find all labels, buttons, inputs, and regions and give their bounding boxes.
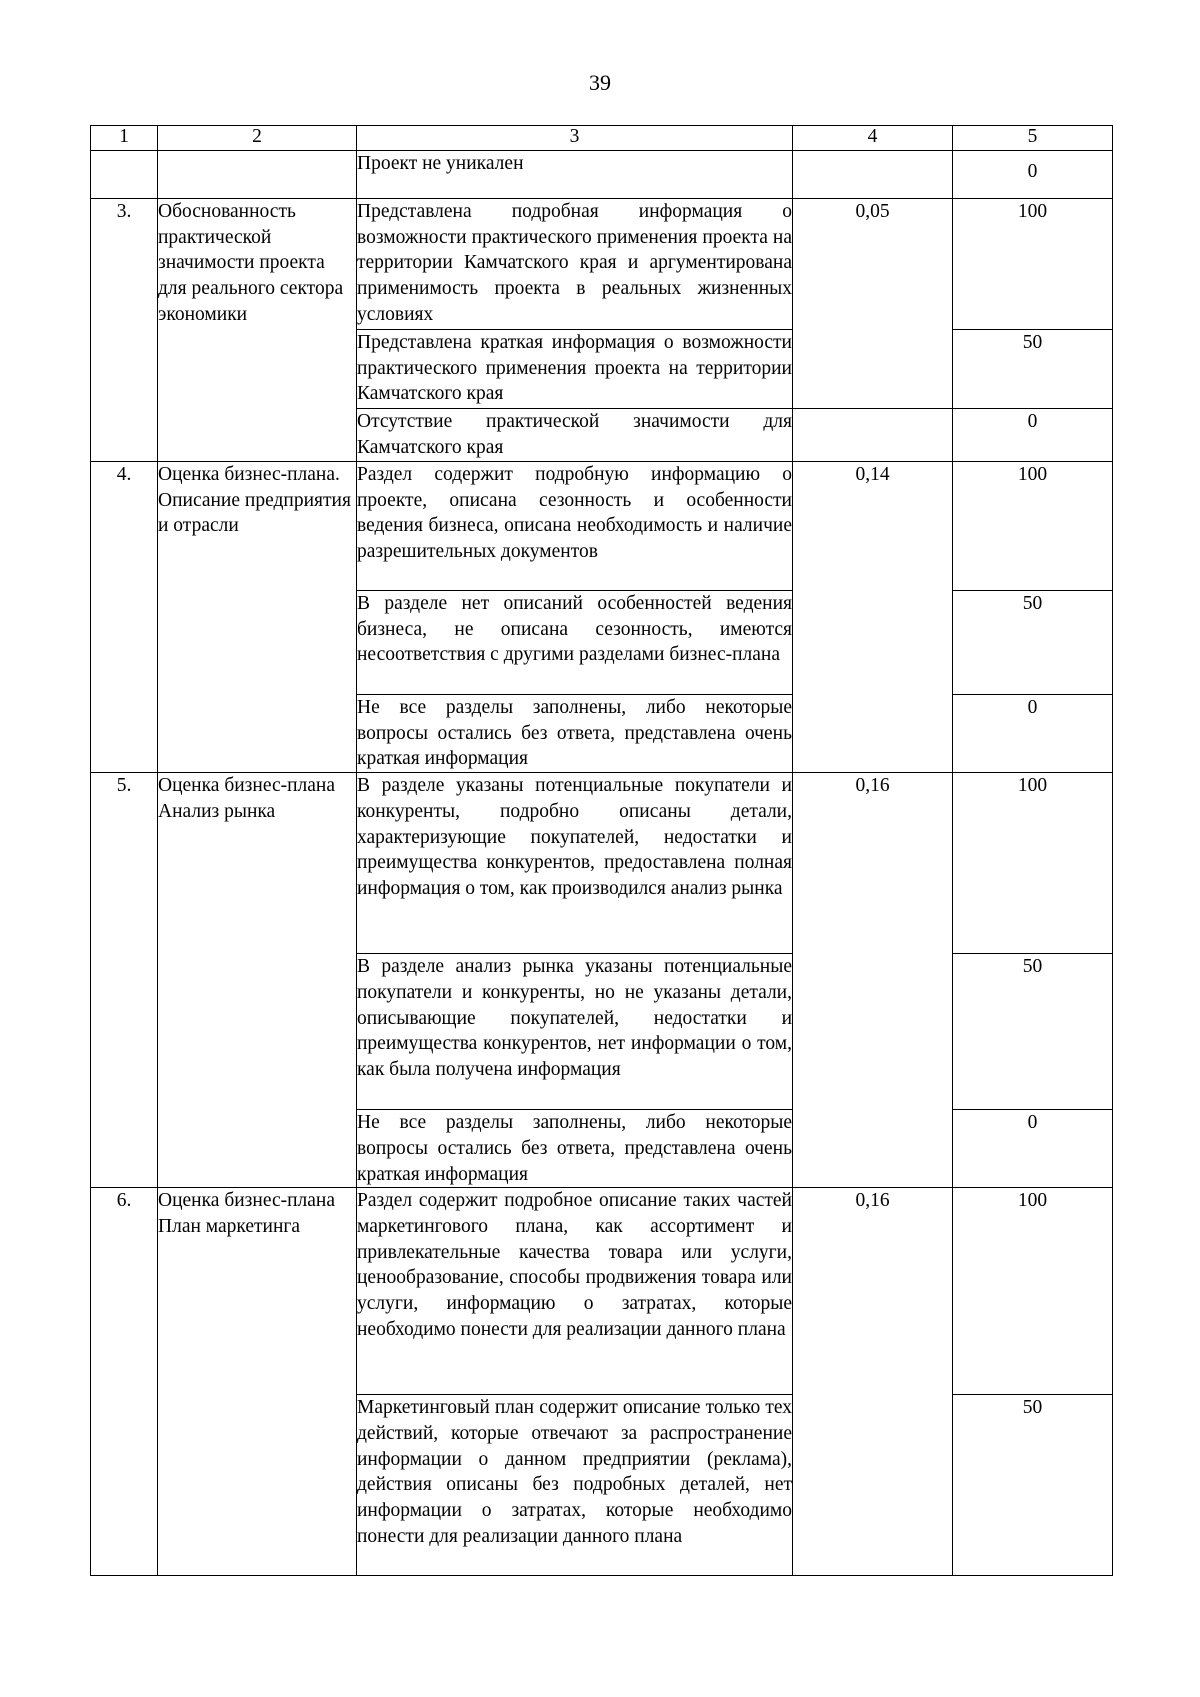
table-row: [91, 462, 1113, 591]
criterion-cell: Оценка бизнес-плана План маркетинга: [158, 1188, 357, 1576]
table-row: [91, 1188, 1113, 1395]
score-cell: 100: [953, 1188, 1113, 1395]
description-cell: Не все разделы заполнены, либо некоторые вопросы остались без ответа, представлена очень краткая информация: [357, 1110, 793, 1188]
column-header: 5: [953, 126, 1113, 151]
section-number: 3.: [91, 199, 158, 462]
criterion-cell: [158, 151, 357, 199]
table-row: [91, 151, 1113, 199]
description-cell: Раздел содержит подробное описание таких частей маркетингового плана, как ассортимент и привлекательные качества товара или услуги, ценообразование, способы продвижения товара или услуги, информацию о затратах, которые необходимо понести для реализации данного плана: [357, 1188, 793, 1395]
section-number: 4.: [91, 462, 158, 773]
column-header: 4: [793, 126, 953, 151]
column-header: 2: [158, 126, 357, 151]
section-number: 5.: [91, 773, 158, 1188]
table-row: [91, 773, 1113, 954]
description-cell: Не все разделы заполнены, либо некоторые вопросы остались без ответа, представлена очень краткая информация: [357, 695, 793, 773]
score-cell: 0: [953, 695, 1113, 773]
description-cell: Представлена подробная информация о возможности практического применения проекта на территории Камчатского края и аргументирована применимость проекта в реальных жизненных условиях: [357, 199, 793, 330]
column-header: 3: [357, 126, 793, 151]
score-cell: 0: [953, 1110, 1113, 1188]
column-header: 1: [91, 126, 158, 151]
score-cell: 50: [953, 1395, 1113, 1576]
score-cell: 100: [953, 462, 1113, 591]
weight-cell: [793, 409, 953, 462]
score-cell: 100: [953, 773, 1113, 954]
criterion-cell: Обоснованность практической значимости проекта для реального сектора экономики: [158, 199, 357, 462]
weight-cell: [793, 151, 953, 199]
description-cell: Проект не уникален: [357, 151, 793, 199]
section-number: 6.: [91, 1188, 158, 1576]
weight-cell: 0,14: [793, 462, 953, 773]
header-row: [91, 126, 1113, 151]
description-cell: Раздел содержит подробную информацию о проекте, описана сезонность и особенности ведения бизнеса, описана необходимость и наличие разрешительных документов: [357, 462, 793, 591]
page-number: 39: [589, 70, 611, 95]
number-cell: [91, 151, 158, 199]
score-cell: 100: [953, 199, 1113, 330]
description-cell: В разделе нет описаний особенностей ведения бизнеса, не описана сезонность, имеются несоответствия с другими разделами бизнес-плана: [357, 591, 793, 695]
description-cell: Отсутствие практической значимости для Камчатского края: [357, 409, 793, 462]
description-cell: Представлена краткая информация о возможности практического применения проекта на территории Камчатского края: [357, 330, 793, 409]
description-cell: В разделе указаны потенциальные покупатели и конкуренты, подробно описаны детали, характеризующие покупателей, недостатки и преимущества конкурентов, предоставлена полная информация о том, как производился анализ рынка: [357, 773, 793, 954]
criteria-table: [90, 125, 1113, 1576]
description-cell: Маркетинговый план содержит описание только тех действий, которые отвечают за распространение информации о данном предприятии (реклама), действия описаны без подробных деталей, нет информации о затратах, которые необходимо понести для реализации данного плана: [357, 1395, 793, 1576]
table-row: [91, 199, 1113, 330]
score-cell: 50: [953, 954, 1113, 1110]
score-cell: 0: [953, 151, 1113, 199]
criterion-cell: Оценка бизнес-плана. Описание предприятия и отрасли: [158, 462, 357, 773]
description-cell: В разделе анализ рынка указаны потенциальные покупатели и конкуренты, но не указаны детали, описывающие покупателей, недостатки и преимущества конкурентов, нет информации о том, как была получена информация: [357, 954, 793, 1110]
score-cell: 0: [953, 409, 1113, 462]
criterion-cell: Оценка бизнес-плана Анализ рынка: [158, 773, 357, 1188]
weight-cell: 0,16: [793, 1188, 953, 1576]
score-cell: 50: [953, 591, 1113, 695]
score-cell: 50: [953, 330, 1113, 409]
weight-cell: 0,16: [793, 773, 953, 1188]
weight-cell: 0,05: [793, 199, 953, 409]
